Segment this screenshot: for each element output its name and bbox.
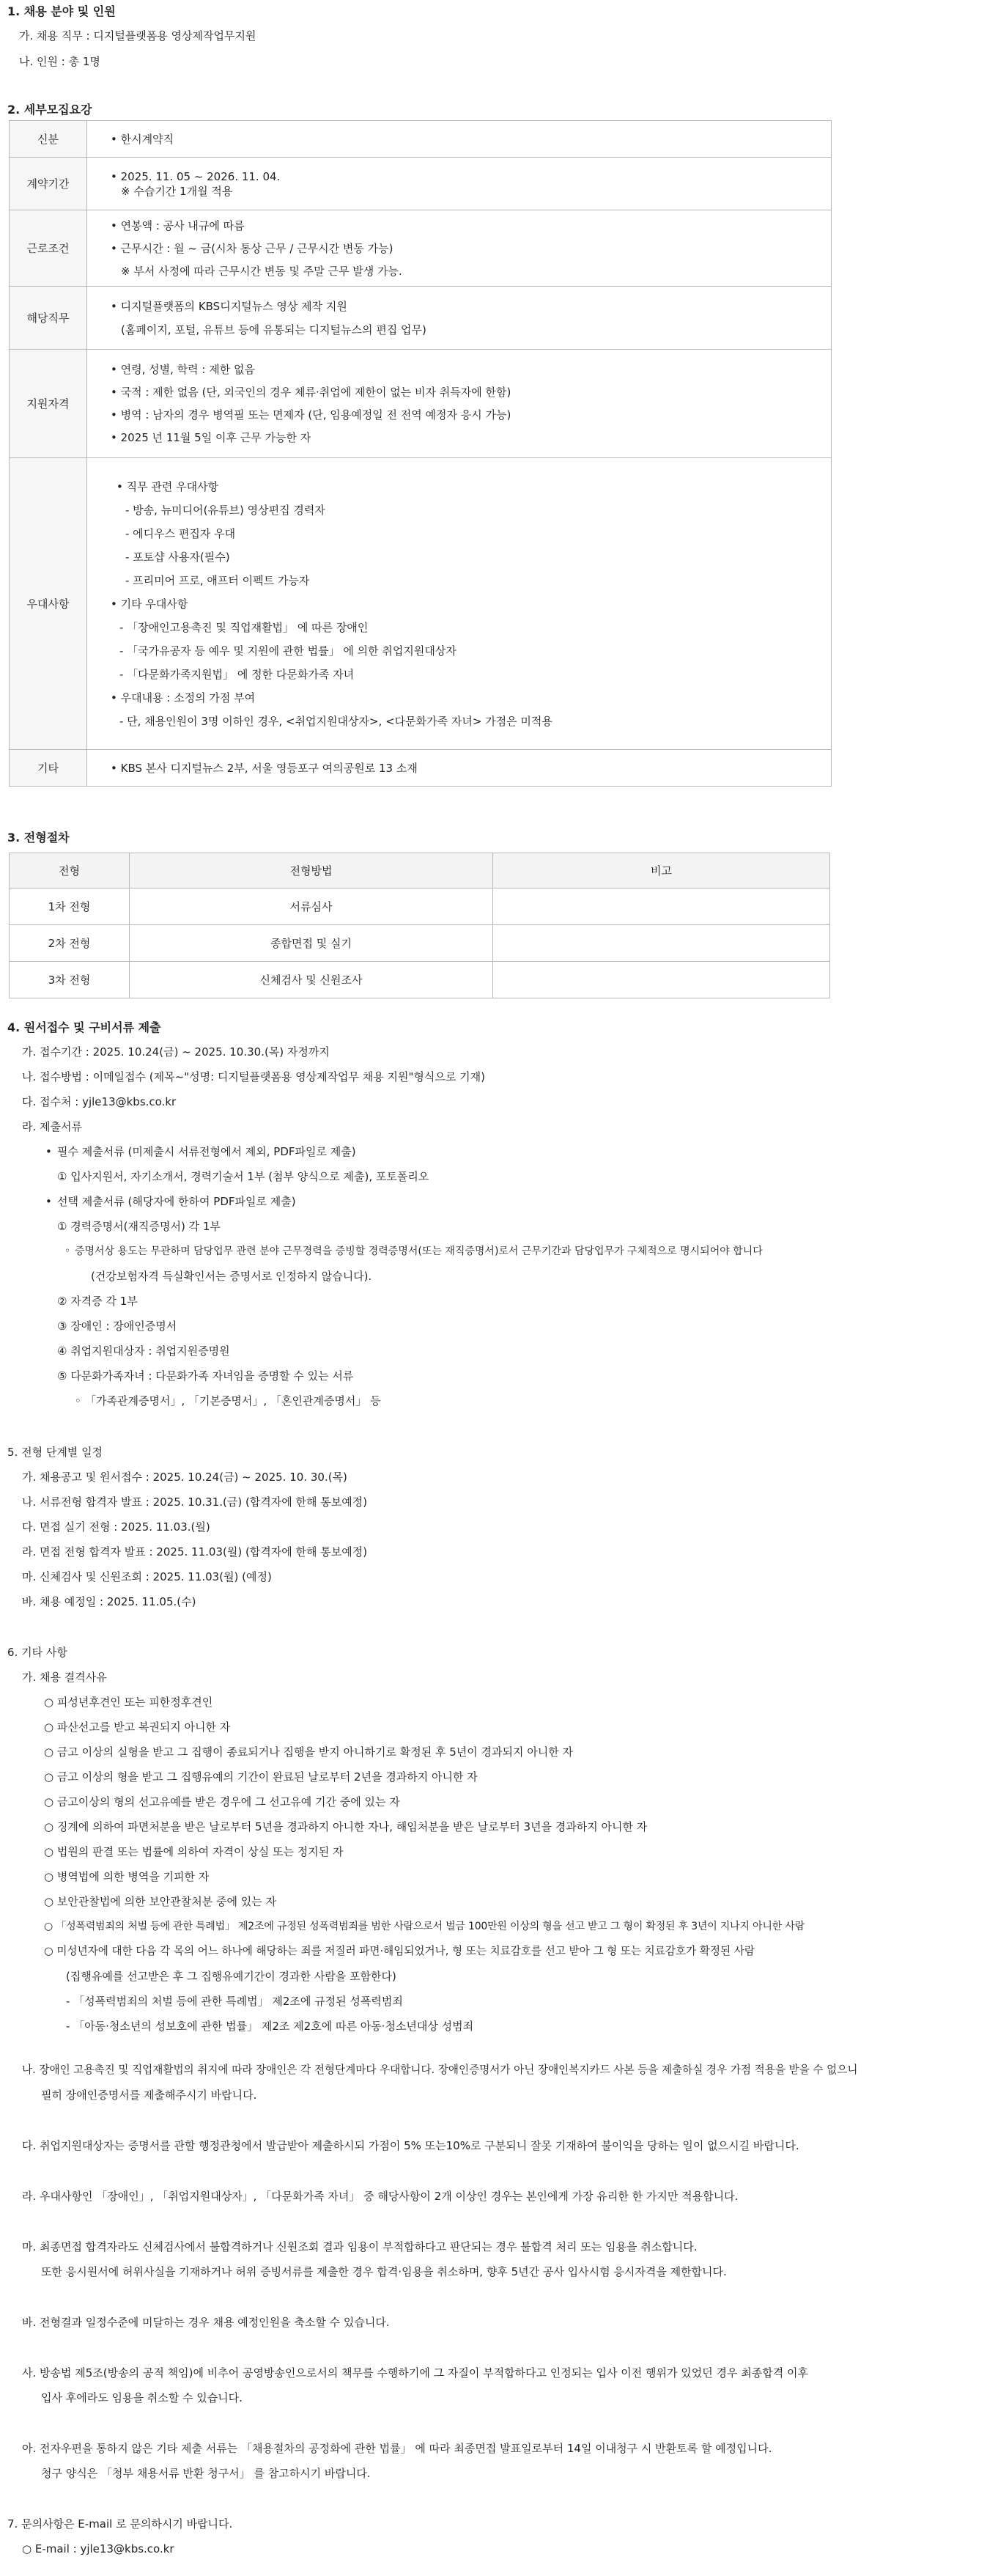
row-head: 지원자격 [10,350,87,458]
column-header: 비고 [493,853,830,888]
section-7-title: 7. 문의사항은 E-mail 로 문의하시기 바랍니다. [7,2517,233,2531]
section-1-item: 가. 채용 직무 : 디지털플랫폼용 영상제작업무지원 [19,29,256,43]
table-cell [493,925,830,962]
row-line: ※ 수습기간 1개월 적용 [121,184,233,198]
section-5-line: 마. 신체검사 및 신원조회 : 2025. 11.03(월) (예정) [22,1570,272,1583]
section-5-title: 5. 전형 단계별 일정 [7,1446,103,1459]
table-cell: 3차 전형 [10,962,130,998]
row-line: - 「다문화가족지원법」 에 정한 다문화가족 자녀 [119,667,355,681]
notice-paragraph: 라. 우대사항인 「장애인」, 「취업지원대상자」, 「다문화가족 자녀」 중 해당사항이 2개 이상인 경우는 본인에게 가장 유리한 한 가지만 적용합니다. [22,2190,739,2203]
section-4-line: ③ 장애인 : 장애인증명서 [57,1320,177,1333]
section-4-line: (건강보험자격 득실확인서는 증명서로 인정하지 않습니다). [91,1270,372,1283]
table-cell: 신체검사 및 신원조사 [130,962,493,998]
row-body [87,121,832,158]
table-cell [493,888,830,925]
row-line: - 「국가유공자 등 예우 및 지원에 관한 법률」 에 의한 취업지원대상자 [119,644,456,658]
section-4-line: ① 입사지원서, 자기소개서, 경력기술서 1부 (첨부 양식으로 제출), 포토폴리오 [57,1170,429,1183]
notice-paragraph: 다. 취업지원대상자는 증명서를 관할 행정관청에서 발급받아 제출하시되 가점이 5% 또는10%로 구분되니 잘못 기재하여 불이익을 당하는 일이 없으시길 바랍니다. [22,2139,799,2152]
disqualification-item: ○ 「성폭력범죄의 처벌 등에 관한 특례법」 제2조에 규정된 성폭력범죄를 범한 사람으로서 벌금 100만원 이상의 형을 선고 받고 그 형이 확정된 후 3년이 지나지 아니한 사람 [44,1921,805,1932]
section-4-line: ⑤ 다문화가족자녀 : 다문화가족 자녀임을 증명할 수 있는 서류 [57,1369,354,1383]
disqualification-item: ○ 미성년자에 대한 다음 각 목의 어느 하나에 해당하는 죄를 저질러 파면·해임되었거나, 형 또는 치료감호를 선고 받아 그 형 또는 치료감호가 확정된 사람 [44,1945,755,1957]
disqualification-item: - 「성폭력범죄의 처벌 등에 관한 특례법」 제2조에 규정된 성폭력범죄 [66,1995,403,2008]
notice-paragraph: 나. 장애인 고용촉진 및 직업재활법의 취지에 따라 장애인은 각 전형단계마다 우대합니다. 장애인증명서가 아닌 장애인복지카드 사본 등을 제출하실 경우 가점 적용을 받을 수 없으니 [22,2064,858,2076]
disqualification-item: - 「아동·청소년의 성보호에 관한 법률」 제2조 제2호에 따른 아동·청소년대상 성범죄 [66,2020,474,2033]
row-line: • 근무시간 : 월 ~ 금(시차 통상 근무 / 근무시간 변동 가능) [111,241,393,255]
row-line: - 방송, 뉴미디어(유튜브) 영상편집 경력자 [125,503,325,517]
row-line: - 포토샵 사용자(필수) [125,550,230,564]
section-6-title: 6. 기타 사항 [7,1646,67,1659]
row-head: 신분 [10,121,87,158]
table-cell: 2차 전형 [10,925,130,962]
notice-paragraph: 청구 양식은 「청부 채용서류 반환 청구서」 를 참고하시기 바랍니다. [41,2467,371,2480]
section-4-title: 4. 원서접수 및 구비서류 제출 [7,1020,161,1034]
row-line: • 연봉액 : 공사 내규에 따름 [111,218,245,232]
notice-paragraph: 입사 후에라도 임용을 취소할 수 있습니다. [41,2391,243,2404]
row-line: • 병역 : 남자의 경우 병역필 또는 면제자 (단, 임용예정일 전 전역 예정자 응시 가능) [111,408,511,422]
row-line: • 연령, 성별, 학력 : 제한 없음 [111,363,255,376]
section-1-title: 1. 채용 분야 및 인원 [7,4,116,18]
section-3-title: 3. 전형절차 [7,831,70,844]
notice-paragraph: 사. 방송법 제5조(방송의 공적 책임)에 비추어 공영방송인으로서의 책무를 수행하기에 그 자질이 부적합하다고 인정되는 입사 이전 행위가 있었던 경우 최종합격 이후 [22,2366,808,2380]
section-5-line: 라. 면접 전형 합격자 발표 : 2025. 11.03(월) (합격자에 한해 통보예정) [22,1545,368,1559]
section-4-line: ④ 취업지원대상자 : 취업지원증명원 [57,1344,230,1358]
section-4-line: 나. 접수방법 : 이메일접수 (제목~"성명: 디지털플랫폼용 영상제작업무 채용 지원"형식으로 기재) [22,1070,485,1083]
selection-process-table [9,853,830,998]
table-row [10,158,832,210]
row-line: (홈페이지, 포털, 유튜브 등에 유통되는 디지털뉴스의 편집 업무) [121,323,426,336]
disqualification-item: ○ 보안관찰법에 의한 보안관찰처분 중에 있는 자 [44,1895,277,1908]
table-cell [493,962,830,998]
section-4-line: ◦ 증명서상 용도는 무관하며 담당업무 관련 분야 근무경력을 증빙할 경력증명서(또는 재직증명서)로서 근무기간과 담당업무가 구체적으로 명시되어야 합니다 [64,1245,763,1257]
table-cell: 종합면접 및 실기 [130,925,493,962]
row-line: • 디지털플랫폼의 KBS디지털뉴스 영상 제작 지원 [111,299,347,313]
row-line: ※ 부서 사정에 따라 근무시간 변동 및 주말 근무 발생 가능. [121,264,402,278]
disqualification-item: ○ 금고 이상의 실형을 받고 그 집행이 종료되거나 집행을 받지 아니하기로 확정된 후 5년이 경과되지 아니한 자 [44,1745,573,1759]
notice-paragraph: 바. 전형결과 일정수준에 미달하는 경우 채용 예정인원을 축소할 수 있습니다. [22,2316,390,2329]
disqualification-item: ○ 병역법에 의한 병역을 기피한 자 [44,1870,210,1883]
column-header: 전형방법 [130,853,493,888]
section-5-line: 바. 채용 예정일 : 2025. 11.05.(수) [22,1595,196,1608]
section-4-line: ② 자격증 각 1부 [57,1295,138,1308]
disqualification-item: ○ 징계에 의하여 파면처분을 받은 날로부터 5년을 경과하지 아니한 자나, 해임처분을 받은 날로부터 3년을 경과하지 아니한 자 [44,1820,648,1833]
row-head: 계약기간 [10,158,87,210]
table-row [10,888,830,925]
section-4-line: 다. 접수처 : yjle13@kbs.co.kr [22,1095,177,1108]
row-line: • 우대내용 : 소정의 가점 부여 [111,691,256,704]
disqualification-item: (집행유예를 선고받은 후 그 집행유예기간이 경과한 사람을 포함한다) [66,1970,396,1983]
row-line: • 한시계약직 [111,132,174,146]
section-4-line: • 필수 제출서류 (미제출시 서류전형에서 제외, PDF파일로 제출) [57,1144,356,1159]
table-row [10,750,832,787]
row-line: • 국적 : 제한 없음 (단, 외국인의 경우 체류·취업에 제한이 없는 비자 취득자에 한함) [111,386,511,399]
row-line: - 프리미어 프로, 애프터 이펙트 가능자 [125,573,310,587]
row-body [87,458,832,750]
row-body [87,210,832,287]
section-5-line: 다. 면접 실기 전형 : 2025. 11.03.(월) [22,1520,210,1534]
contact-email: ○ E-mail : yjle13@kbs.co.kr [22,2542,174,2555]
row-body [87,158,832,210]
notice-paragraph: 마. 최종면접 합격자라도 신체검사에서 불합격하거나 신원조회 결과 임용이 부적합하다고 판단되는 경우 불합격 처리 또는 임용을 취소합니다. [22,2240,698,2253]
row-line: • 직무 관련 우대사항 [117,479,219,493]
table-row [10,121,832,158]
row-line: - 단, 채용인원이 3명 이하인 경우, <취업지원대상자>, <다문화가족 자녀> 가점은 미적용 [119,714,552,728]
section-4-line: 라. 제출서류 [22,1120,82,1133]
row-line: - 에디우스 편집자 우대 [125,526,236,540]
row-line: • 2025. 11. 05 ~ 2026. 11. 04. [111,169,281,183]
row-line: • 기타 우대사항 [111,597,188,611]
row-line: • 2025 년 11월 5일 이후 근무 가능한 자 [111,431,311,444]
section-4-line: • 선택 제출서류 (해당자에 한하여 PDF파일로 제출) [57,1194,296,1209]
table-row [10,287,832,350]
table-row [10,458,832,750]
row-line: • KBS 본사 디지털뉴스 2부, 서울 영등포구 여의공원로 13 소재 [111,761,418,775]
section-5-line: 나. 서류전형 합격자 발표 : 2025. 10.31.(금) (합격자에 한해 통보예정) [22,1495,368,1509]
section-6-subtitle: 가. 채용 결격사유 [22,1671,107,1684]
disqualification-item: ○ 법원의 판결 또는 법률에 의하여 자격이 상실 또는 정지된 자 [44,1845,344,1858]
table-cell: 서류심사 [130,888,493,925]
column-header: 전형 [10,853,130,888]
table-row [10,962,830,998]
notice-paragraph: 아. 전자우편을 통하지 않은 기타 제출 서류는 「채용절차의 공정화에 관한 법률」 에 따라 최종면접 발표일로부터 14일 이내청구 시 반환토록 할 예정입니다. [22,2442,772,2455]
recruitment-details-table [9,120,832,787]
section-4-line: ① 경력증명서(재직증명서) 각 1부 [57,1220,221,1233]
section-2-title: 2. 세부모집요강 [7,103,92,117]
table-cell: 1차 전형 [10,888,130,925]
row-body [87,287,832,350]
notice-paragraph: 또한 응시원서에 허위사실을 기재하거나 허위 증빙서류를 제출한 경우 합격·임용을 취소하며, 향후 5년간 공사 입사시험 응시자격을 제한합니다. [41,2265,727,2278]
table-row [10,350,832,458]
disqualification-item: ○ 금고이상의 형의 선고유예를 받은 경우에 그 선고유예 기간 중에 있는 자 [44,1795,400,1808]
row-head: 해당직무 [10,287,87,350]
row-head: 기타 [10,750,87,787]
disqualification-item: ○ 파산선고를 받고 복권되지 아니한 자 [44,1721,231,1734]
row-body [87,350,832,458]
table-row [10,925,830,962]
row-line: - 「장애인고용촉진 및 직업재활법」 에 따른 장애인 [119,620,369,634]
table-row [10,210,832,287]
section-1-item: 나. 인원 : 총 1명 [19,55,100,68]
section-4-line: 가. 접수기간 : 2025. 10.24(금) ~ 2025. 10.30.(목) 자정까지 [22,1045,330,1059]
table-header-row [10,853,830,888]
row-head: 우대사항 [10,458,87,750]
row-body [87,750,832,787]
section-5-line: 가. 채용공고 및 원서접수 : 2025. 10.24(금) ~ 2025. 10. 30.(목) [22,1471,347,1484]
row-head: 근로조건 [10,210,87,287]
disqualification-item: ○ 피성년후견인 또는 피한정후견인 [44,1696,213,1709]
notice-paragraph: 필히 장애인증명서를 제출해주시기 바랍니다. [41,2089,257,2102]
section-4-line: ◦ 「가족관계증명서」, 「기본증명서」, 「혼인관계증명서」 등 [75,1394,381,1407]
disqualification-item: ○ 금고 이상의 형을 받고 그 집행유예의 기간이 완료된 날로부터 2년을 경과하지 아니한 자 [44,1770,478,1784]
